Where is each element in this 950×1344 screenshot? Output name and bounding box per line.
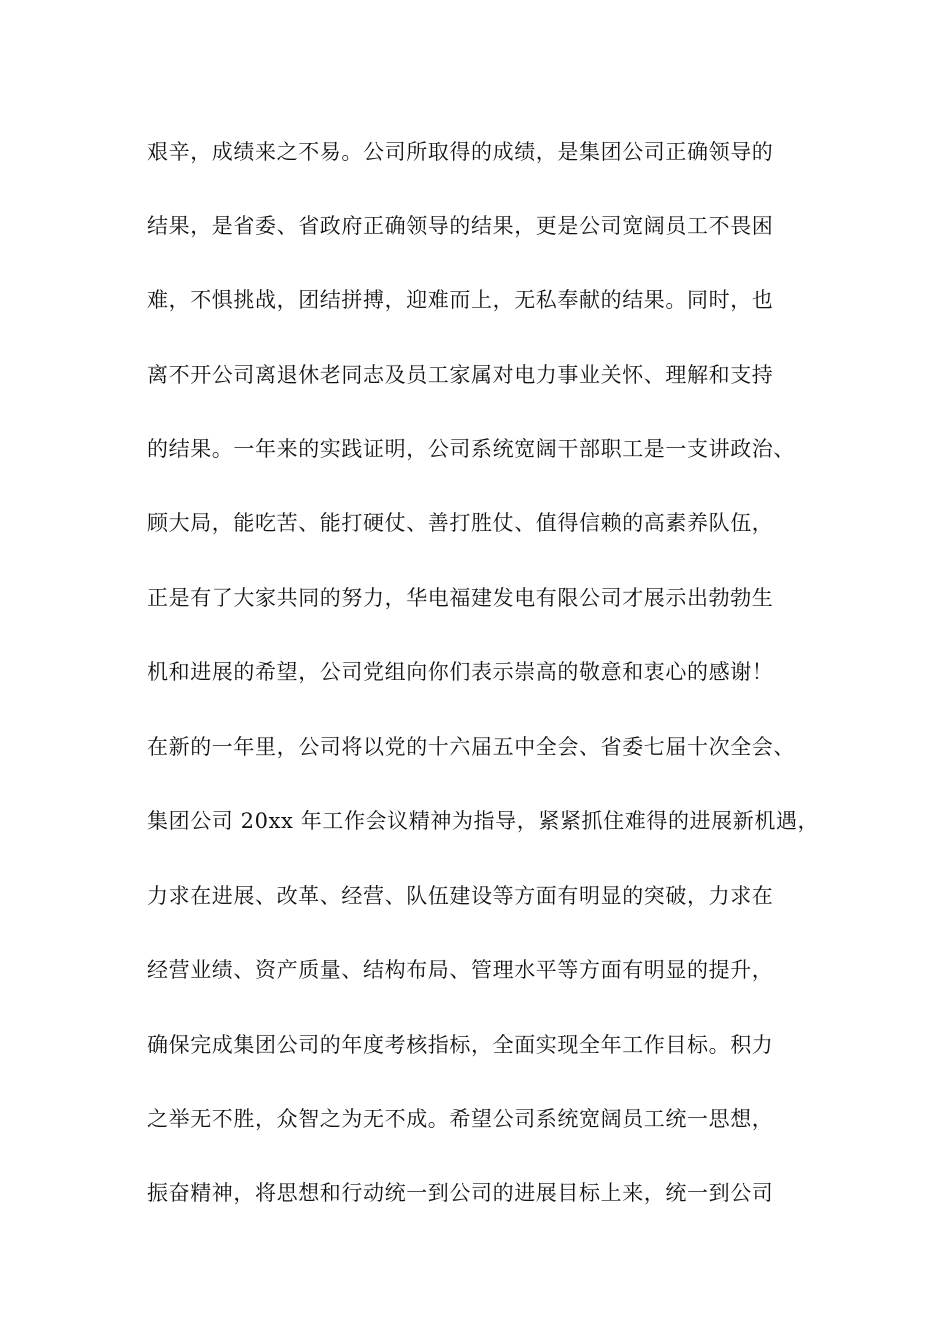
text-line: 艰辛，成绩来之不易。公司所取得的成绩，是集团公司正确领导的 xyxy=(147,140,774,164)
text-line: 离不开公司离退休老同志及员工家属对电力事业关怀、理解和支持 xyxy=(147,363,774,387)
text-line: 振奋精神，将思想和行动统一到公司的进展目标上来，统一到公司 xyxy=(147,1181,774,1205)
text-line: 集团公司 20xx 年工作会议精神为指导，紧紧抓住难得的进展新机遇， xyxy=(147,809,820,833)
text-line: 顾大局，能吃苦、能打硬仗、善打胜仗、值得信赖的高素养队伍， xyxy=(147,511,774,535)
text-line: 之举无不胜，众智之为无不成。希望公司系统宽阔员工统一思想， xyxy=(147,1107,774,1131)
text-line: 经营业绩、资产质量、结构布局、管理水平等方面有明显的提升， xyxy=(147,958,774,982)
text-line: 在新的一年里，公司将以党的十六届五中全会、省委七届十次全会、 xyxy=(147,735,795,759)
text-line: 机和进展的希望，公司党组向你们表示崇高的敬意和衷心的感谢！ xyxy=(147,660,774,684)
text-line: 正是有了大家共同的努力，华电福建发电有限公司才展示出勃勃生 xyxy=(147,586,774,610)
text-line: 难，不惧挑战，团结拼搏，迎难而上，无私奉献的结果。同时，也 xyxy=(147,288,774,312)
text-line: 的结果。一年来的实践证明，公司系统宽阔干部职工是一支讲政治、 xyxy=(147,437,795,461)
text-line: 确保完成集团公司的年度考核指标，全面实现全年工作目标。积力 xyxy=(147,1033,774,1057)
text-line: 结果，是省委、省政府正确领导的结果，更是公司宽阔员工不畏困 xyxy=(147,214,774,238)
text-line: 力求在进展、改革、经营、队伍建设等方面有明显的突破，力求在 xyxy=(147,884,774,908)
